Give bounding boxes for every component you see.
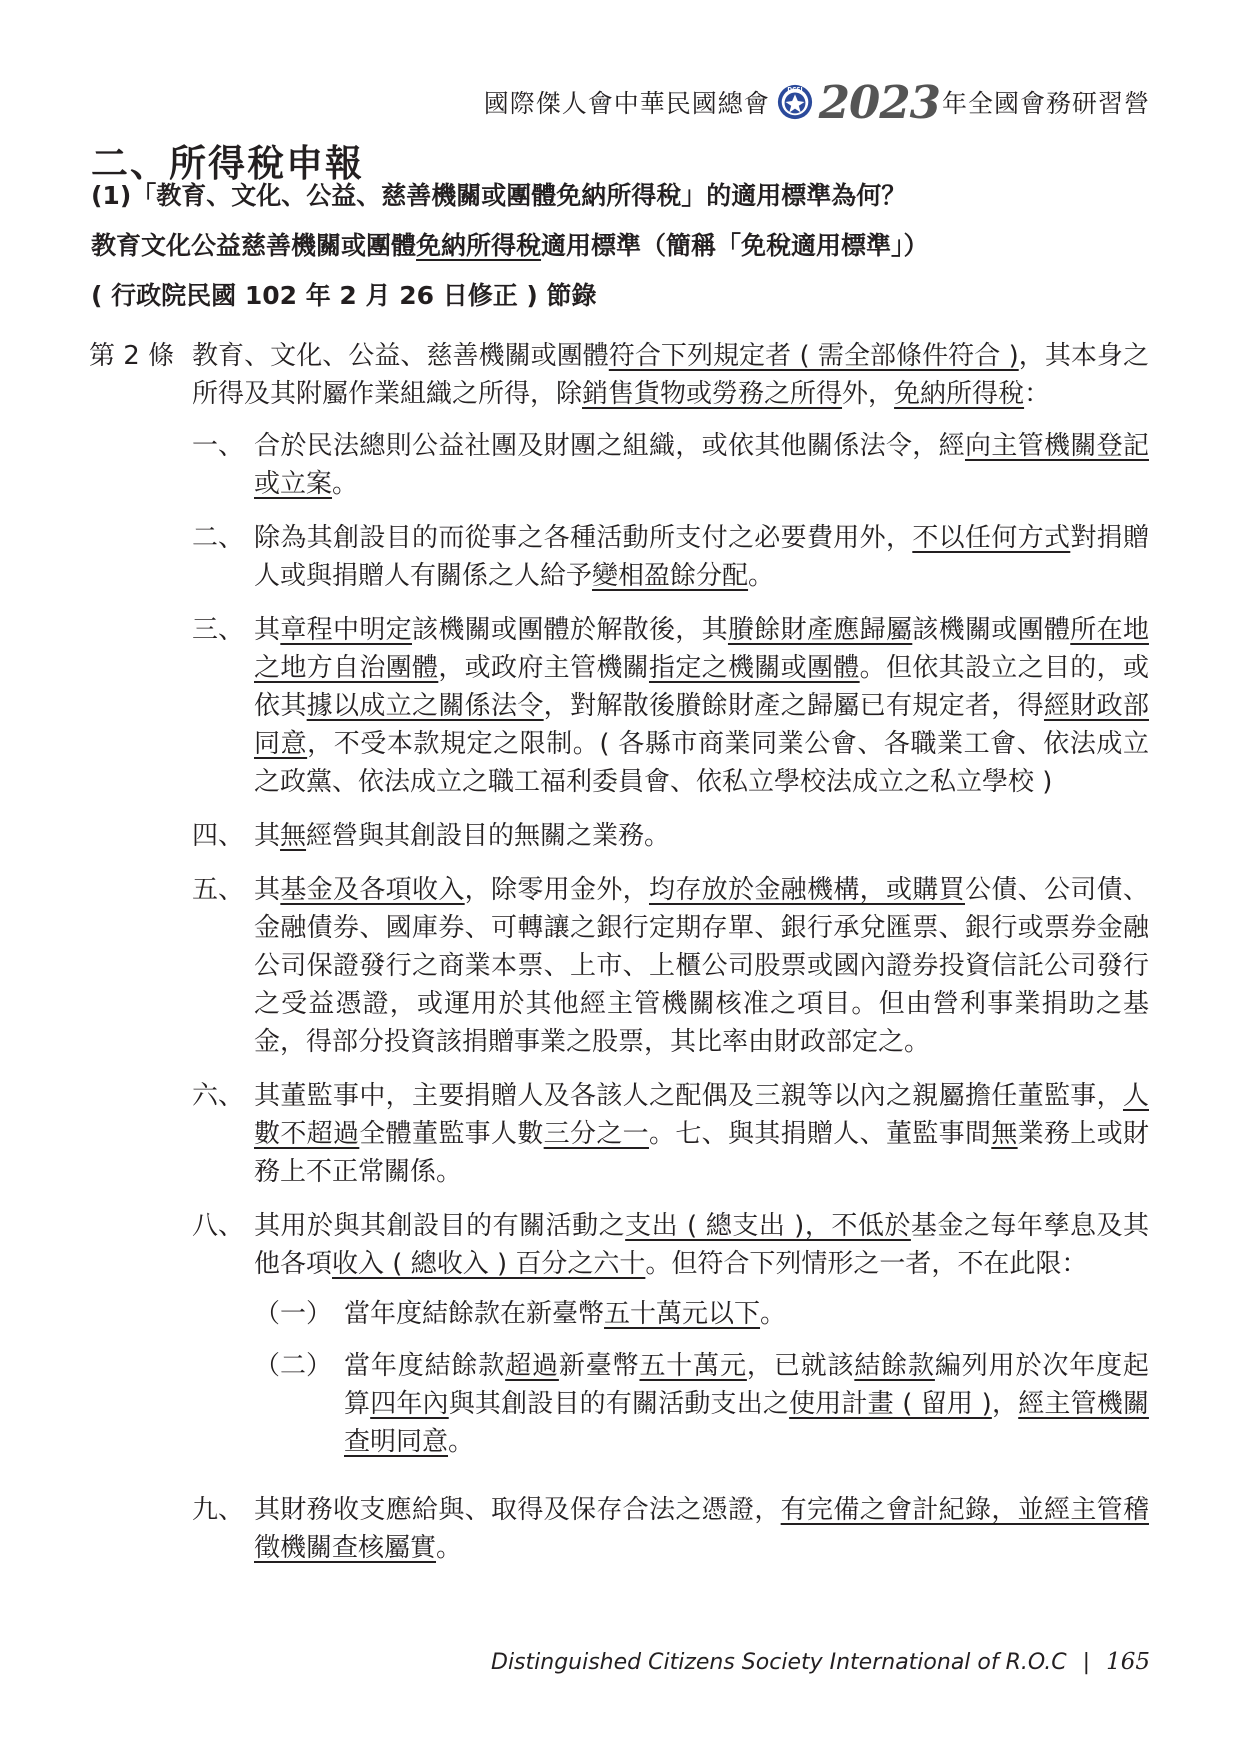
text-run: 全體董監事人數 (359, 1119, 544, 1149)
underlined-text: 章程中明定 (280, 615, 412, 645)
underlined-text: 經主管機關查明同意 (344, 1389, 1149, 1457)
item-number: 一、 (192, 431, 245, 461)
item-number: 六、 (192, 1081, 245, 1111)
article-number: 第 2 條 (89, 341, 175, 371)
sub-item (254, 1347, 1149, 1461)
item-number: 八、 (192, 1211, 245, 1241)
text-run: 其 (254, 821, 281, 851)
text-run: 。 (332, 469, 359, 499)
event-name: 年全國會務研習營 (941, 89, 1150, 118)
underlined-text: 均存放於金融機構，或購買 (649, 875, 965, 905)
intro-text: 外， (842, 379, 895, 409)
item-text (254, 1077, 1149, 1191)
sub-item-text (344, 1295, 1149, 1333)
underlined-text: 變相盈餘分配 (592, 561, 749, 591)
underlined-text: 無 (280, 821, 307, 851)
underlined-text: 支出 ( 總支出 )，不低於 (625, 1211, 911, 1241)
underlined-text: 向主管機關登記或立案 (254, 431, 1149, 499)
item-number: 九、 (192, 1495, 245, 1525)
running-header (484, 72, 1150, 132)
underlined-text: 五十萬元 (639, 1351, 747, 1381)
intro-underlined: 銷售貨物或勞務之所得 (582, 379, 843, 409)
text-run: ，或政府主管機關 (438, 653, 649, 683)
item-text (254, 871, 1149, 1061)
text-run: 。但依其設立之目的，或依其 (254, 653, 1149, 721)
standard-title (91, 226, 929, 262)
item-number: 三、 (192, 615, 245, 645)
underlined-text: 無 (991, 1119, 1018, 1149)
underlined-text: 所在地之地方自治團體 (254, 615, 1149, 683)
text-run: 新臺幣 (558, 1351, 640, 1381)
text-run: ，不受本款規定之限制。( 各縣市商業同業公會、各職業工會、依法成立之政黨、依法成立之職工福利委員會、依私立學校法成立之私立學校 ) (254, 729, 1149, 797)
standard-amendment-date: ( 行政院民國 102 年 2 月 26 日修正 ) 節錄 (91, 281, 597, 310)
article-item (192, 519, 1149, 595)
text-run: 除為其創設目的而從事之各種活動所支付之必要費用外， (254, 523, 913, 553)
item-text (254, 817, 1149, 855)
text-run: 。但符合下列情形之一者，不在此限： (645, 1249, 1088, 1279)
page-number: 165 (1106, 1649, 1150, 1675)
item-text (254, 519, 1149, 595)
text-run: 。 (760, 1299, 787, 1329)
text-run: ，對解散後賸餘財產之歸屬已有規定者，得 (543, 691, 1044, 721)
underlined-text: 經財政部同意 (254, 691, 1149, 759)
organization-name: 國際傑人會中華民國總會 (483, 89, 770, 118)
item-number: 二、 (192, 523, 245, 553)
item-text (254, 1207, 1149, 1475)
text-run: 該機關或團體 (912, 615, 1071, 645)
text-run: 對捐贈人或與捐贈人有關係之人給予 (254, 523, 1149, 591)
underlined-text: 超過 (505, 1351, 559, 1381)
item-text (254, 1491, 1149, 1567)
intro-underlined: 符合下列規定者 ( 需全部條件符合 ) (608, 341, 1019, 371)
underlined-text: 五十萬元以下 (604, 1299, 761, 1329)
intro-underlined: 免納所得稅 (894, 379, 1025, 409)
article-item (192, 427, 1149, 503)
header-year: 2023 (818, 75, 940, 129)
article-item (192, 1491, 1149, 1567)
article-2 (89, 337, 1149, 1583)
underlined-text: 人數不超過 (254, 1081, 1149, 1149)
underlined-text: 基金及各項收入 (280, 875, 465, 905)
text-run: 。 (748, 561, 775, 591)
sub-item-number: （二） (254, 1351, 333, 1381)
article-item (192, 871, 1149, 1061)
intro-text: 教育、文化、公益、慈善機關或團體 (192, 341, 609, 371)
text-run: ，除零用金外， (464, 875, 649, 905)
standard-title-part2: 免納所得稅 (416, 231, 542, 260)
text-run: 。 (436, 1533, 463, 1563)
running-footer (491, 1649, 1150, 1675)
underlined-text: 三分之一 (543, 1119, 649, 1149)
standard-title-part1: 教育文化公益慈善機關或團體 (91, 231, 417, 260)
text-run: 。 (448, 1427, 475, 1457)
text-run: 業務上或財務上不正常關係。 (254, 1119, 1149, 1187)
logo-lettering: DCSI (787, 87, 803, 94)
text-run: 基金之每年孳息及其他各項 (254, 1211, 1149, 1279)
article-items (89, 427, 1149, 1567)
sub-item-number: （一） (254, 1299, 333, 1329)
item-number: 四、 (192, 821, 245, 851)
standard-title-part3: 適用標準（簡稱「免稅適用標準」） (541, 231, 929, 260)
text-run: 其 (254, 875, 281, 905)
text-run: 其 (254, 615, 281, 645)
underlined-text: 據以成立之關係法令 (306, 691, 544, 721)
sub-item-text (344, 1347, 1149, 1461)
text-run: 經營與其創設目的無關之業務。 (306, 821, 671, 851)
underlined-text: 賸餘財產應歸屬 (727, 615, 913, 645)
intro-text: ，其本身之所得及其附屬作業組織之所得，除 (192, 341, 1149, 409)
text-run: 其董監事中，主要捐贈人及各該人之配偶及三親等以內之親屬擔任董監事， (254, 1081, 1123, 1111)
intro-text: ： (1024, 379, 1051, 409)
underlined-text: 結餘款 (854, 1351, 935, 1381)
text-run: 當年度結餘款在新臺幣 (344, 1299, 605, 1329)
section-title: 二、所得稅申報 (91, 142, 364, 185)
article-item (192, 611, 1149, 801)
text-run: ， (991, 1389, 1019, 1419)
text-run: 其用於與其創設目的有關活動之 (254, 1211, 626, 1241)
underlined-text: 四年內 (370, 1389, 449, 1419)
text-run: 編列用於次年度起算 (344, 1351, 1149, 1419)
text-run: 公債、公司債、金融債券、國庫券、可轉讓之銀行定期存單、銀行承兌匯票、銀行或票券金融公司保證發行之商業本票、上市、上櫃公司股票或國內證券投資信託公司發行之受益憑證，或運用於其他經主管機關核准之項目。但由營利事業捐助之基金，得部分投資該捐贈事業之股票，其比率由財政部定之。 (254, 875, 1149, 1057)
article-intro (192, 337, 1149, 413)
dcsi-logo-icon (776, 83, 814, 121)
item-number: 五、 (192, 875, 245, 905)
article-item (192, 1207, 1149, 1475)
sub-item (254, 1295, 1149, 1333)
text-run: 該機關或團體於解散後，其 (412, 615, 728, 645)
underlined-text: 不以任何方式 (912, 523, 1071, 553)
text-run: ，已就該 (746, 1351, 855, 1381)
text-run: 其財務收支應給與、取得及保存合法之憑證， (254, 1495, 781, 1525)
society-name: Distinguished Citizens Society International of R.O.C (491, 1649, 1067, 1675)
article-item (192, 817, 1149, 855)
footer-separator: | (1082, 1649, 1091, 1675)
underlined-text: 收入 ( 總收入 ) 百分之六十 (332, 1249, 646, 1279)
text-run: 與其創設目的有關活動支出之 (448, 1389, 790, 1419)
question-heading: (1)「教育、文化、公益、慈善機關或團體免納所得稅」的適用標準為何？ (91, 181, 907, 210)
article-item (192, 1077, 1149, 1191)
underlined-text: 指定之機關或團體 (648, 653, 860, 683)
sub-items (254, 1295, 1149, 1461)
text-run: 合於民法總則公益社團及財團之組織，或依其他關係法令，經 (254, 431, 965, 461)
underlined-text: 使用計畫 ( 留用 ) (789, 1389, 992, 1419)
item-text (254, 427, 1149, 503)
underlined-text: 有完備之會計紀錄，並經主管稽徵機關查核屬實 (254, 1495, 1149, 1563)
text-run: 。七、與其捐贈人、董監事間 (648, 1119, 992, 1149)
item-text (254, 611, 1149, 801)
text-run: 當年度結餘款 (344, 1351, 506, 1381)
